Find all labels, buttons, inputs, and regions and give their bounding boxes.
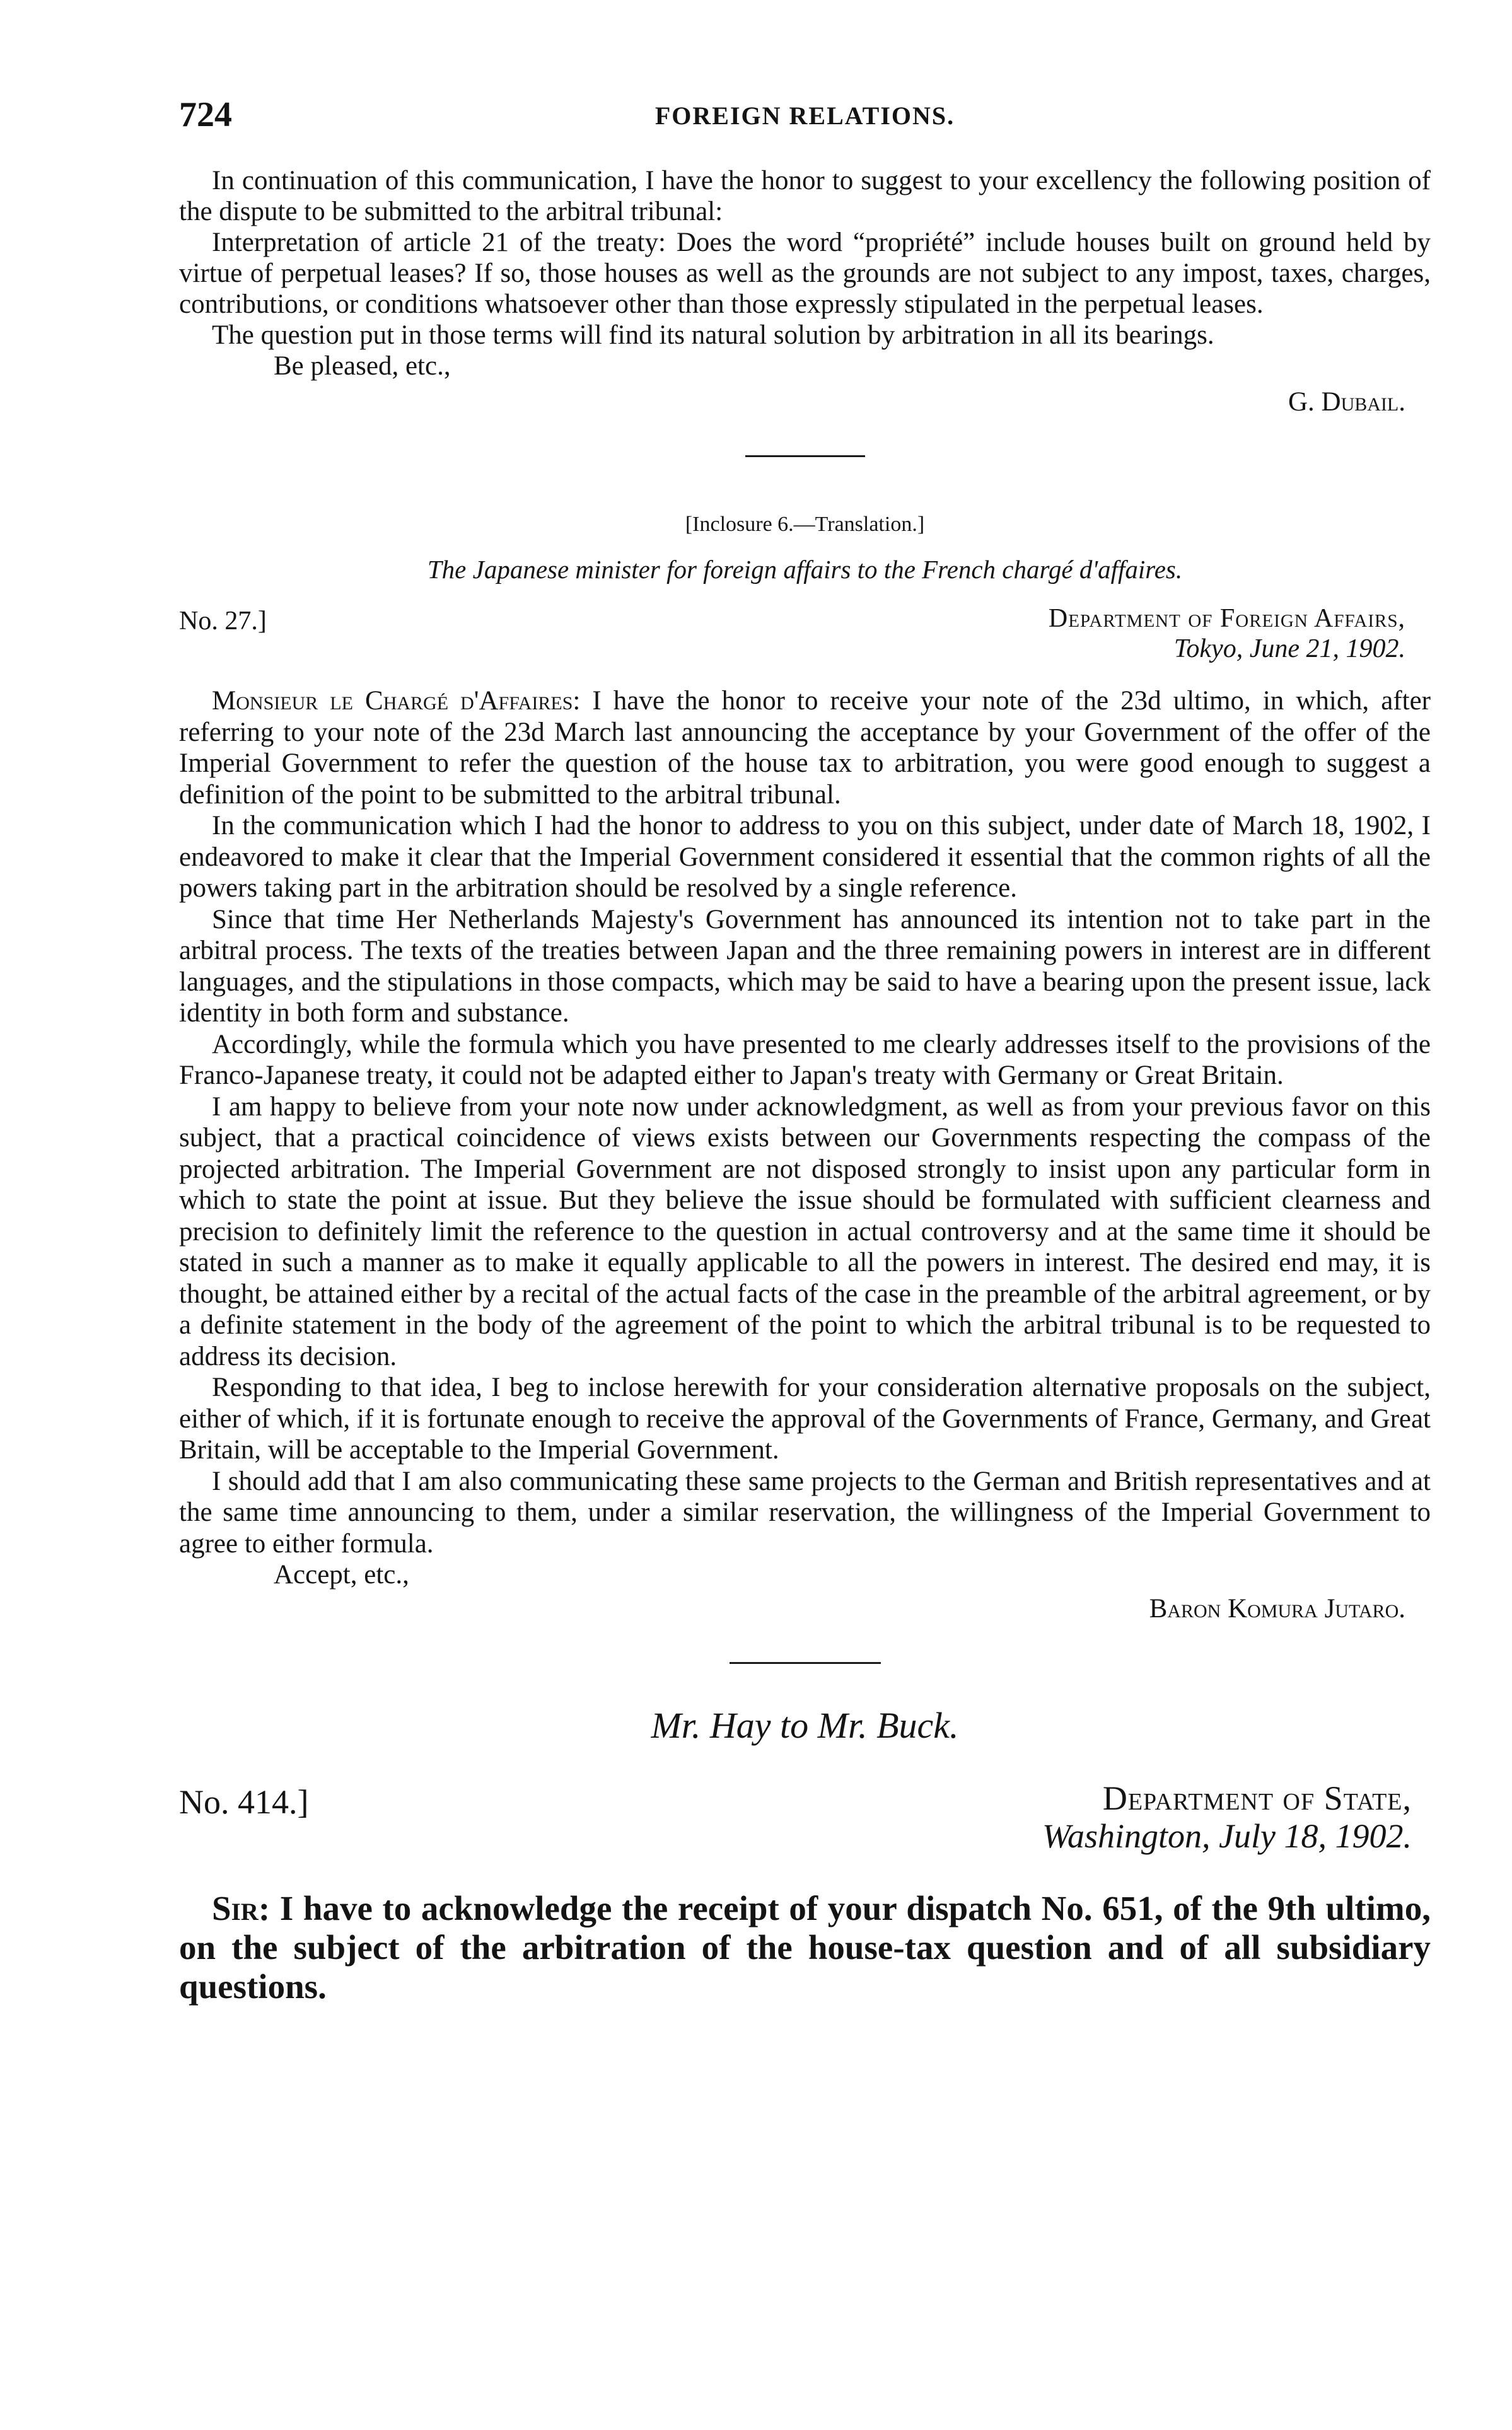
salutation: Sir: — [212, 1889, 270, 1927]
paragraph: I should add that I am also communicating these same projects to the German and British representatives and at the same time announcing to them, under a similar reservation, the willingness of the Imperial Government to agree to either formula. — [179, 1466, 1431, 1559]
running-head: FOREIGN RELATIONS. — [654, 102, 955, 130]
komura-letter — [179, 685, 1431, 1624]
paragraph: In the communication which I had the honor to address to you on this subject, under date of March 18, 1902, I endeavored to make it clear that the Imperial Government considered it essential that the common rights of all the powers taking part in the arbitration should be resolved by a single reference. — [179, 811, 1431, 903]
paragraph: The question put in those terms will find its natural solution by arbitration in all its bearings. — [212, 320, 1214, 350]
letter-dateline — [179, 1779, 1431, 1868]
page-header — [179, 95, 1431, 145]
letter-title: Mr. Hay to Mr. Buck. — [651, 1705, 959, 1746]
paragraph: Responding to that idea, I beg to inclose herewith for your consideration alternative proposals on the subject, either of which, if it is fortunate enough to receive the approval of the Governments of France, Germany, and Great Britain, will be acceptable to the Imperial Government. — [179, 1373, 1431, 1465]
inclosure-title: The Japanese minister for foreign affairs to the French chargé d'affaires. — [427, 555, 1183, 584]
signature: G. Dubail. — [1288, 387, 1405, 417]
dubail-letter-conclusion — [179, 165, 1431, 417]
department-name: Department of Foreign Affairs, — [1048, 604, 1405, 633]
section-divider — [745, 455, 865, 457]
inclosure-label: [Inclosure 6.—Translation.] — [685, 513, 925, 536]
paragraph-text: I have the honor to receive your note of the 23d ultimo, in which, after referring to your note of the 23d March last announcing the acceptance by your Government of the offer of the Imperial Government to refer the question of the house tax to arbitration, you were good enough to suggest a definition of the point to be submitted to the arbitral tribunal. — [179, 686, 1431, 810]
document-page — [179, 95, 1431, 2006]
paragraph: I am happy to believe from your note now under acknowledgment, as well as from your previous favor on this subject, that a practical coincidence of views exists between our Governments respecting the compass of the projected arbitration. The Imperial Government are not disposed strongly to insist upon any particular form in which to state the point at issue. But they believe the issue should be formulated with sufficient clearness and precision to definitely limit the reference to the question in actual controversy and at the same time it should be stated in such a manner as to make it equally applicable to all the powers in interest. The desired end may, it is thought, be attained either by a recital of the actual facts of the case in the preamble of the arbitral agreement, or by a definite statement in the body of the agreement of the point to which the arbitral tribunal is to be requested to address its decision. — [179, 1091, 1431, 1371]
salutation: Monsieur le Chargé d'Affaires: — [212, 686, 581, 716]
page-number: 724 — [179, 95, 232, 134]
section-divider — [730, 1662, 881, 1664]
paragraph — [179, 685, 1431, 810]
paragraph: Since that time Her Netherlands Majesty's Government has announced its intention not to take part in the arbitral process. The texts of the treaties between Japan and the three remaining powers in interest are in different languages, and the stipulations in those compacts, which may be said to have a bearing upon the present issue, lack identity in both form and substance. — [179, 904, 1431, 1028]
paragraph: Accordingly, while the formula which you have presented to me clearly addresses itself to the provisions of the Franco-Japanese treaty, it could not be adapted either to Japan's treaty with Germany or Great Britain. — [179, 1029, 1431, 1090]
paragraph: In continuation of this communication, I have the honor to suggest to your excellency the following position of the dispute to be submitted to the arbitral tribunal: — [179, 166, 1431, 226]
dispatch-number: No. 27.] — [179, 607, 267, 636]
closing: Be pleased, etc., — [274, 351, 451, 381]
signature: Baron Komura Jutaro. — [1149, 1593, 1405, 1624]
department-name: Department of State, — [1102, 1779, 1412, 1817]
paragraph: Interpretation of article 21 of the treaty: Does the word “propriété” include houses built on ground held by virtue of perpetual leases? If so, those houses as well as the grounds are not subject to any impost, taxes, charges, contributions, or conditions whatsoever other than those expressly stipulated in the perpetual leases. — [179, 228, 1431, 319]
hay-letter-body — [179, 1889, 1431, 2006]
closing: Accept, etc., — [274, 1560, 409, 1590]
place-date: Washington, July 18, 1902. — [1042, 1817, 1412, 1855]
inclosure-dateline — [179, 603, 1431, 666]
paragraph-text: I have to acknowledge the receipt of your dispatch No. 651, of the 9th ultimo, on the subject of the arbitration of the house-tax question and of all subsidiary questions. — [179, 1889, 1431, 2006]
paragraph — [179, 1889, 1431, 2006]
place-date: Tokyo, June 21, 1902. — [1173, 634, 1405, 663]
dispatch-number: No. 414.] — [179, 1783, 309, 1821]
